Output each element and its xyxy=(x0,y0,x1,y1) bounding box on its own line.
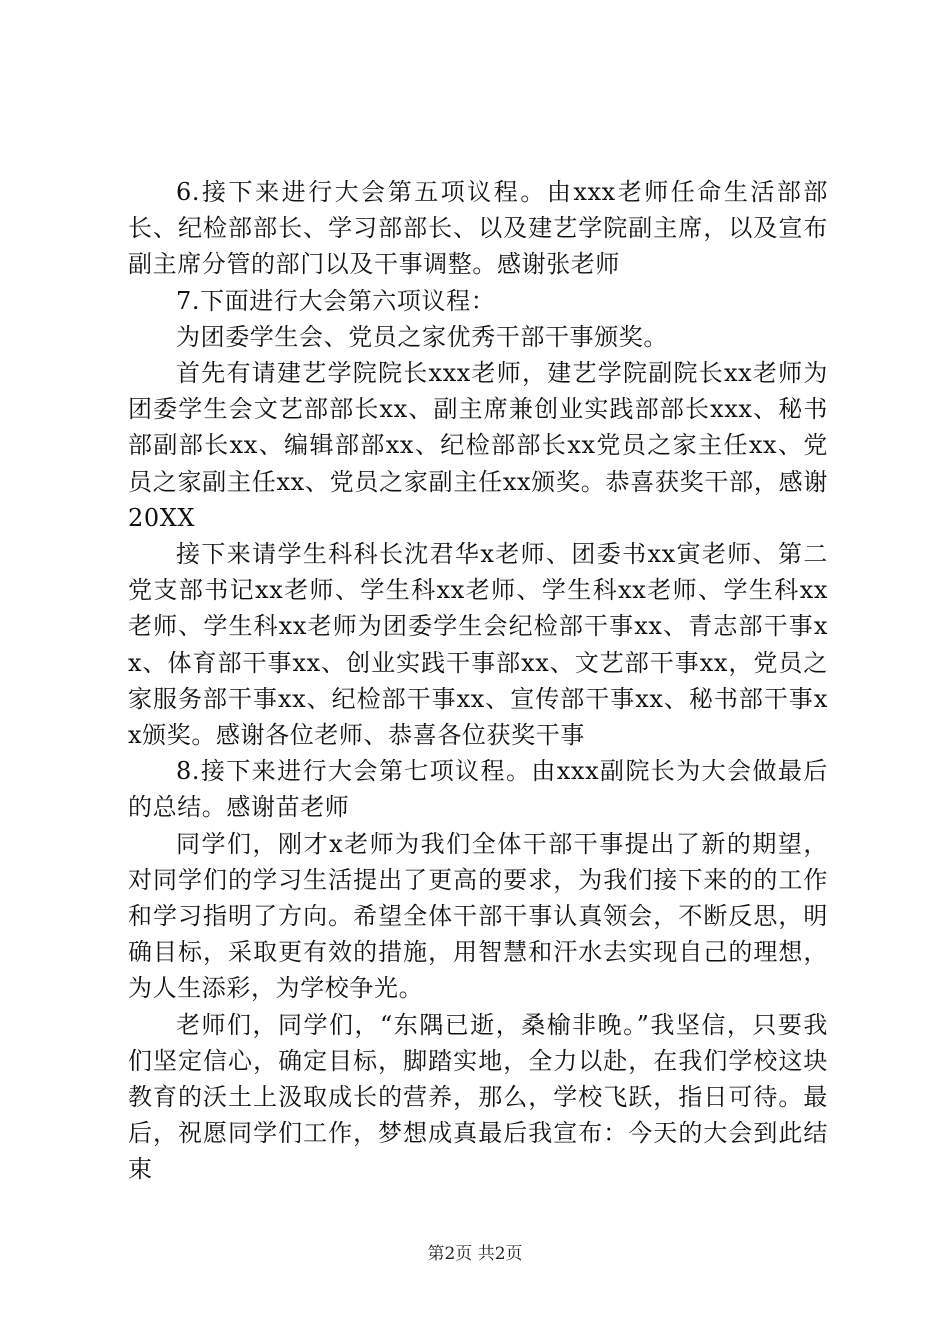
page-number-footer: 第2页 共2页 xyxy=(427,1244,523,1264)
agenda-item-6-paragraph: 6.接下来进行大会第五项议程。由xxx老师任命生活部部长、纪检部部长、学习部部长、以及建艺学院副主席，以及宣布副主席分管的部门以及干事调整。感谢张老师 xyxy=(128,178,828,279)
closing-paragraph: 老师们，同学们，“东隅已逝，桑榆非晚。”我坚信，只要我们坚定信心，确定目标，脚踏实地，全力以赴，在我们学校这块教育的沃土上汲取成长的营养，那么，学校飞跃，指日可待。最后，祝愿同学们工作，梦想成真最后我宣布：今天的大会到此结束 xyxy=(128,1010,828,1184)
agenda-item-7-heading: 7.下面进行大会第六项议程： xyxy=(176,286,496,315)
award-cadre-paragraph: 首先有请建艺学院院长xxx老师，建艺学院副院长xx老师为团委学生会文艺部部长xx、副主席兼创业实践部部长xxx、秘书部副部长xx、编辑部部xx、纪检部部长xx党员之家主任xx、党员之家副主任xx、党员之家副主任xx颁奖。恭喜获奖干部，感谢20XX xyxy=(128,359,828,532)
agenda-item-8-paragraph: 8.接下来进行大会第七项议程。由xxx副院长为大会做最后的总结。感谢苗老师 xyxy=(128,757,828,822)
award-staff-paragraph: 接下来请学生科科长沈君华x老师、团委书xx寅老师、第二党支部书记xx老师、学生科xx老师、学生科xx老师、学生科xx老师、学生科xx老师为团委学生会纪检部干事xx、青志部干事xx、体育部干事xx、创业实践干事部xx、文艺部干事xx，党员之家服务部干事xx、纪检部干事xx、宣传部干事xx、秘书部干事xx颁奖。感谢各位老师、恭喜各位获奖干事 xyxy=(128,540,828,750)
document-body xyxy=(128,174,828,1188)
summary-paragraph: 同学们，刚才x老师为我们全体干部干事提出了新的期望，对同学们的学习生活提出了更高的要求，为我们接下来的的工作和学习指明了方向。希望全体干部干事认真领会，不断反思，明确目标，采取更有效的措施，用智慧和汗水去实现自己的理想，为人生添彩，为学校争光。 xyxy=(128,829,828,1003)
award-intro-paragraph: 为团委学生会、党员之家优秀干部干事颁奖。 xyxy=(176,322,668,351)
